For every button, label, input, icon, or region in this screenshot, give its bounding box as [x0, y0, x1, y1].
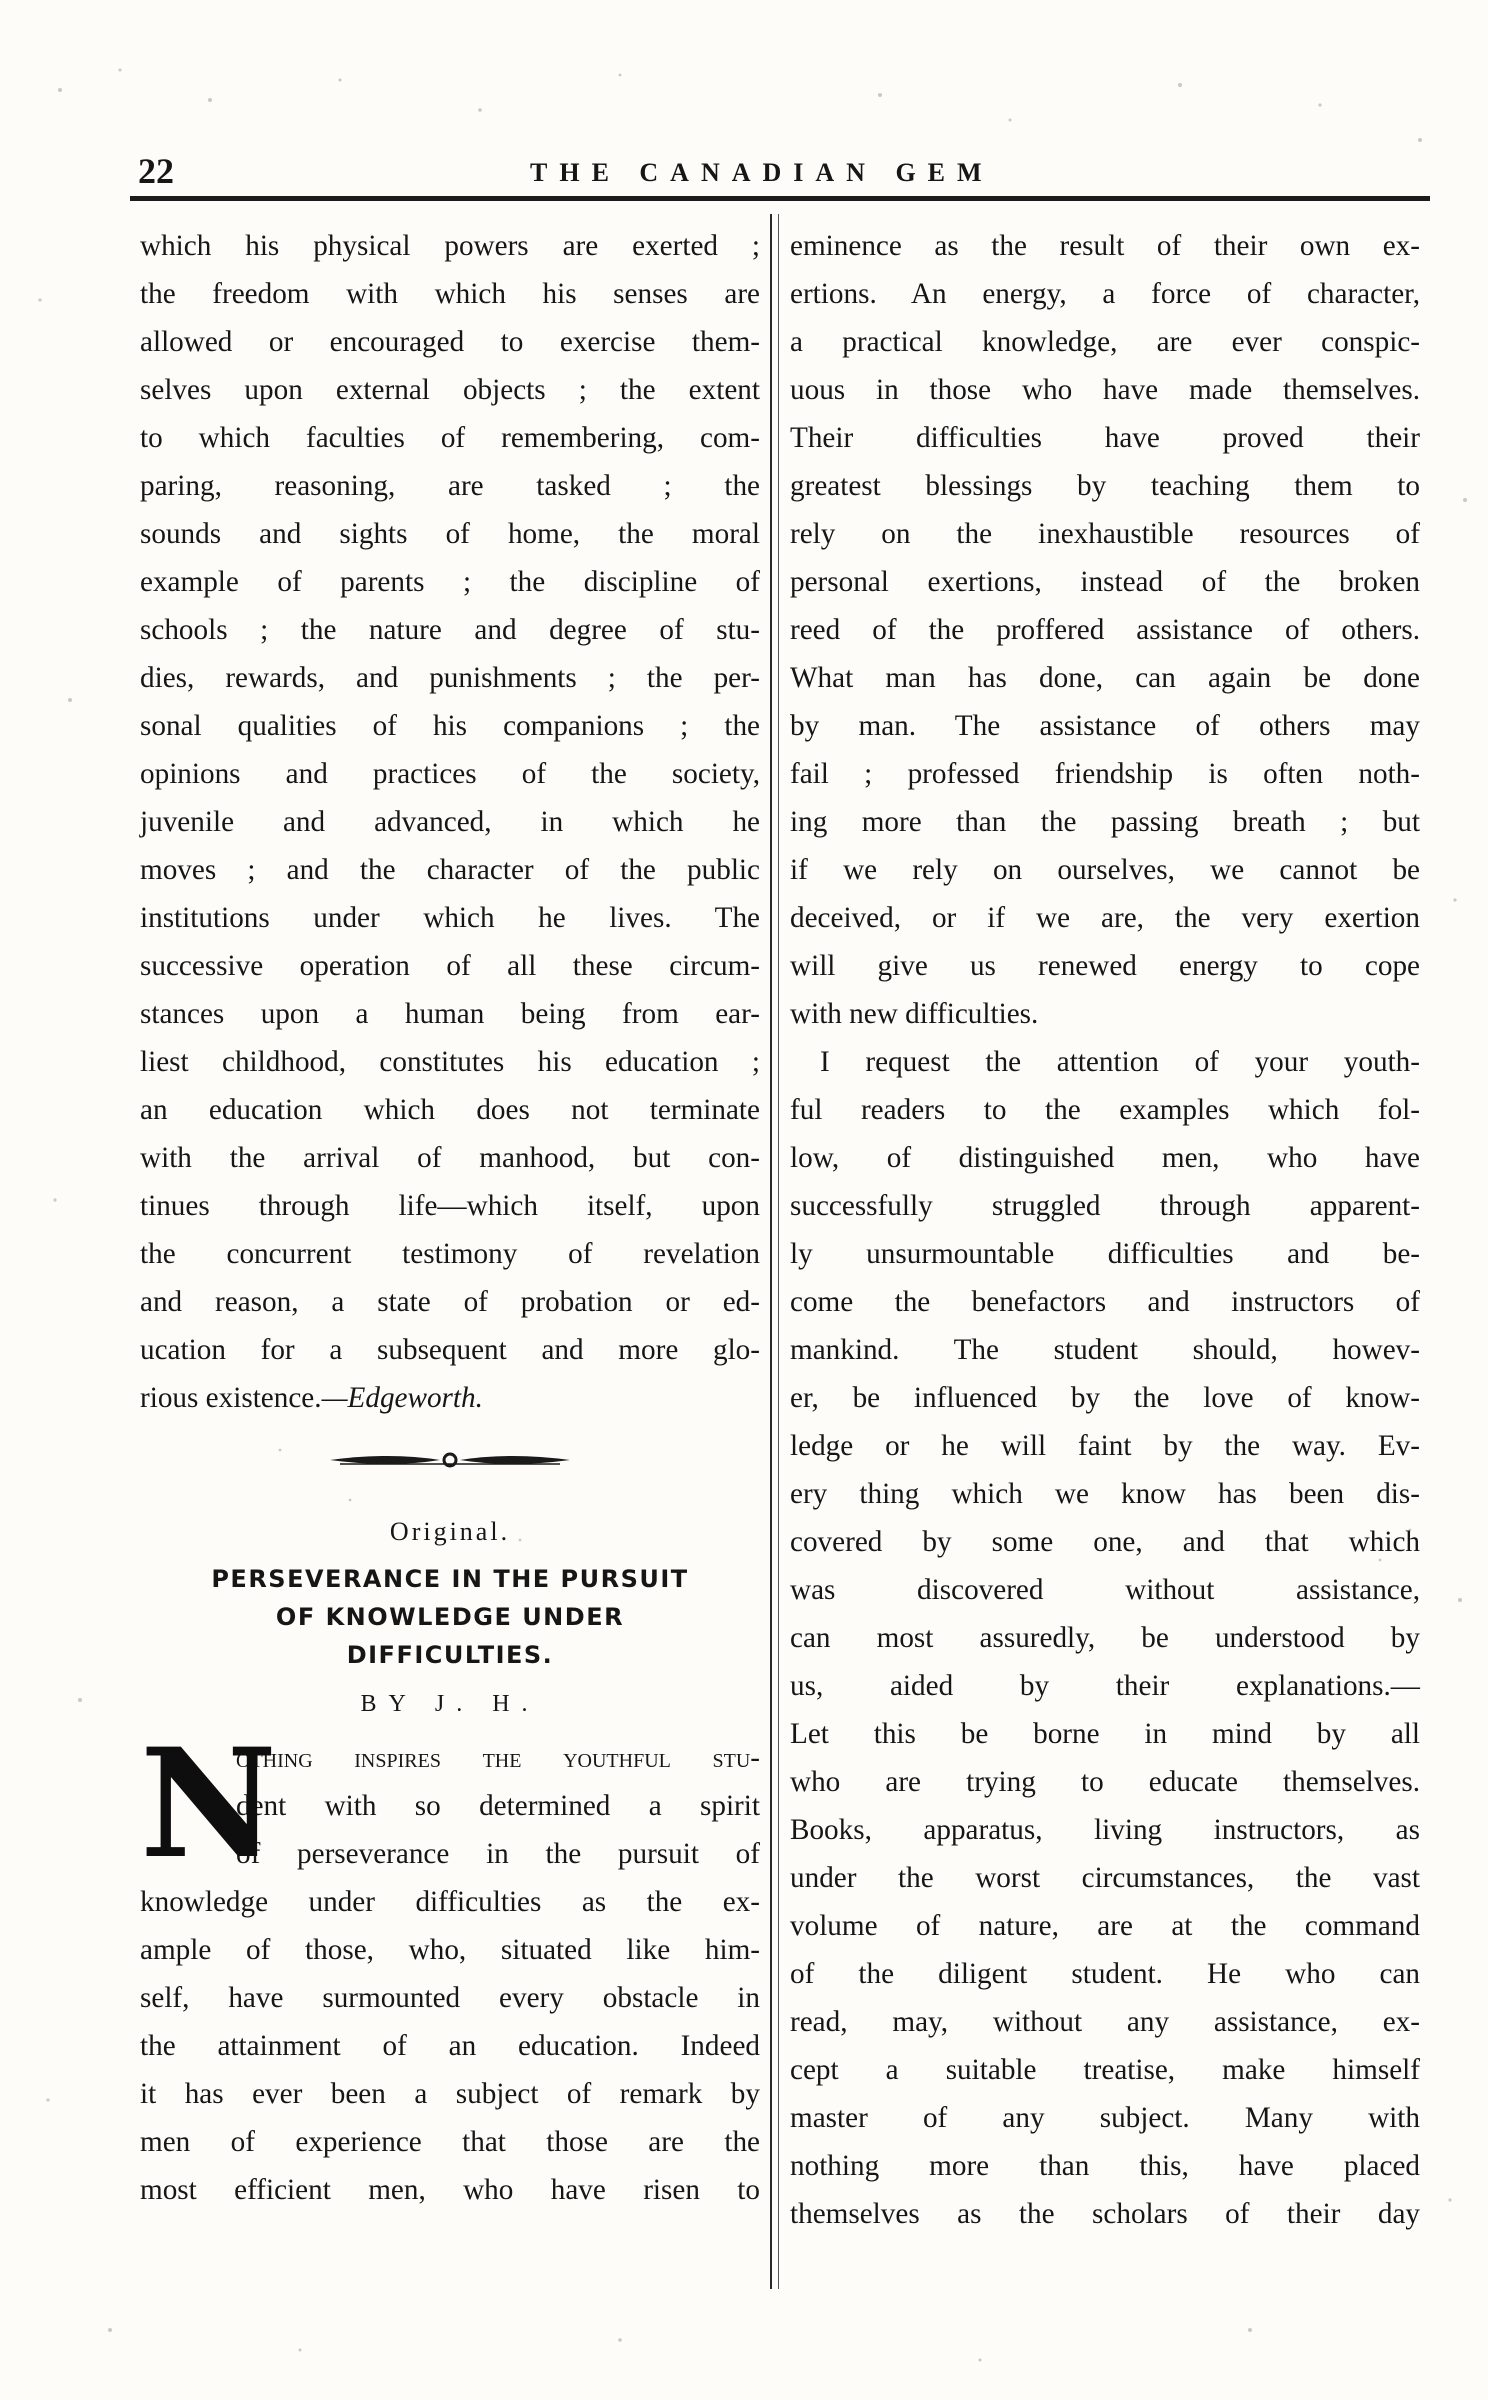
- article-title: [140, 1560, 760, 1674]
- header-rule: [130, 196, 1430, 201]
- text-line: low, of distinguished men, who have: [790, 1142, 1420, 1174]
- text-line: if we rely on ourselves, we cannot be: [790, 854, 1420, 886]
- text-line: a practical knowledge, are ever conspic-: [790, 326, 1420, 358]
- text-line: us, aided by their explanations.—: [790, 1670, 1420, 1702]
- text-line: Their difficulties have proved their: [790, 422, 1420, 454]
- text-line: sonal qualities of his companions ; the: [140, 710, 760, 742]
- text-line: themselves as the scholars of their day: [790, 2198, 1420, 2230]
- text-line: greatest blessings by teaching them to: [790, 470, 1420, 502]
- text-line: selves upon external objects ; the extent: [140, 374, 760, 406]
- text-line: deceived, or if we are, the very exertion: [790, 902, 1420, 934]
- text-line: with the arrival of manhood, but con-: [140, 1142, 760, 1174]
- text-line: was discovered without assistance,: [790, 1574, 1420, 1606]
- paragraph-continued: [790, 222, 1420, 1038]
- text-line: will give us renewed energy to cope: [790, 950, 1420, 982]
- text-line: to which faculties of remembering, com-: [140, 422, 760, 454]
- continuation-paragraph: [140, 222, 760, 1422]
- text-line: I request the attention of your youth-: [820, 1046, 1420, 1078]
- text-line: moves ; and the character of the public: [140, 854, 760, 886]
- text-line: the concurrent testimony of revelation: [140, 1238, 760, 1270]
- text-line: dies, rewards, and punishments ; the per-: [140, 662, 760, 694]
- text-line: covered by some one, and that which: [790, 1526, 1420, 1558]
- text-line: uous in those who have made themselves.: [790, 374, 1420, 406]
- text-line: eminence as the result of their own ex-: [790, 230, 1420, 262]
- text-line: sounds and sights of home, the moral: [140, 518, 760, 550]
- text-line: fail ; professed friendship is often noth-: [790, 758, 1420, 790]
- text-line: ample of those, who, situated like him-: [140, 1934, 760, 1966]
- text-line: dent with so determined a spirit: [236, 1790, 760, 1822]
- text-line: er, be influenced by the love of know-: [790, 1382, 1420, 1414]
- text-line: self, have surmounted every obstacle in: [140, 1982, 760, 2014]
- text-line: ly unsurmountable difficulties and be-: [790, 1238, 1420, 1270]
- text-line: read, may, without any assistance, ex-: [790, 2006, 1420, 2038]
- article-opening: [140, 1716, 760, 2214]
- column-divider: [770, 214, 772, 2289]
- text-line: juvenile and advanced, in which he: [140, 806, 760, 838]
- text-line: cept a suitable treatise, make himself: [790, 2054, 1420, 2086]
- left-column: [140, 222, 760, 2214]
- text-line: of the diligent student. He who can: [790, 1958, 1420, 1990]
- text-line: which his physical powers are exerted ;: [140, 230, 760, 262]
- text-line: of perseverance in the pursuit of: [236, 1838, 760, 1870]
- running-head: [130, 150, 1430, 194]
- text-line: ful readers to the examples which fol-: [790, 1094, 1420, 1126]
- text-line: it has ever been a subject of remark by: [140, 2078, 760, 2110]
- article-title-line: OF KNOWLEDGE UNDER: [275, 1603, 625, 1631]
- text-line: knowledge under difficulties as the ex-: [140, 1886, 760, 1918]
- text-line: allowed or encouraged to exercise them-: [140, 326, 760, 358]
- text-line: ery thing which we know has been dis-: [790, 1478, 1420, 1510]
- text-line: liest childhood, constitutes his education ;: [140, 1046, 760, 1078]
- text-line: example of parents ; the discipline of: [140, 566, 760, 598]
- article-title-line: DIFFICULTIES.: [346, 1641, 554, 1669]
- text-line: What man has done, can again be done: [790, 662, 1420, 694]
- text-line: rely on the inexhaustible resources of: [790, 518, 1420, 550]
- text-line: tinues through life—which itself, upon: [140, 1190, 760, 1222]
- text-line: who are trying to educate themselves.: [790, 1766, 1420, 1798]
- text-line: stances upon a human being from ear-: [140, 998, 760, 1030]
- text-line: ucation for a subsequent and more glo-: [140, 1334, 760, 1366]
- attribution: —Edgeworth.: [321, 1382, 483, 1414]
- text-line: master of any subject. Many with: [790, 2102, 1420, 2134]
- text-line: by man. The assistance of others may: [790, 710, 1420, 742]
- text-line: ledge or he will faint by the way. Ev-: [790, 1430, 1420, 1462]
- text-line: volume of nature, are at the command: [790, 1910, 1420, 1942]
- text-line: opinions and practices of the society,: [140, 758, 760, 790]
- text-line: nothing more than this, have placed: [790, 2150, 1420, 2182]
- text-line: Books, apparatus, living instructors, as: [790, 1814, 1420, 1846]
- journal-title: THE CANADIAN GEM: [530, 158, 994, 187]
- text-line: the attainment of an education. Indeed: [140, 2030, 760, 2062]
- text-line: the freedom with which his senses are: [140, 278, 760, 310]
- text-line: schools ; the nature and degree of stu-: [140, 614, 760, 646]
- byline: BY J. H.: [360, 1691, 540, 1717]
- text-line: can most assuredly, be understood by: [790, 1622, 1420, 1654]
- text-line: most efficient men, who have risen to: [140, 2174, 760, 2206]
- text-line: under the worst circumstances, the vast: [790, 1862, 1420, 1894]
- paragraph-request: [790, 1038, 1420, 2238]
- page-number: 22: [138, 151, 174, 191]
- text-line: Let this be borne in mind by all: [790, 1718, 1420, 1750]
- final-line-text: rious existence.: [140, 1382, 322, 1414]
- text-line: ing more than the passing breath ; but: [790, 806, 1420, 838]
- article-title-line: PERSEVERANCE IN THE PURSUIT: [211, 1565, 689, 1593]
- column-divider-inner: [778, 214, 779, 2289]
- text-line: paring, reasoning, are tasked ; the: [140, 470, 760, 502]
- section-ornament: [140, 1440, 760, 1480]
- text-line: with new difficulties.: [790, 998, 1039, 1030]
- right-column: [790, 222, 1420, 2238]
- text-line: come the benefactors and instructors of: [790, 1286, 1420, 1318]
- text-line: ertions. An energy, a force of character,: [790, 278, 1420, 310]
- final-line: [140, 1374, 760, 1422]
- text-line: and reason, a state of probation or ed-: [140, 1286, 760, 1318]
- original-label: Original.: [389, 1517, 511, 1546]
- text-line: successive operation of all these circum-: [140, 950, 760, 982]
- text-line: successfully struggled through apparent-: [790, 1190, 1420, 1222]
- drop-cap: N: [140, 1716, 278, 1892]
- text-line: men of experience that those are the: [140, 2126, 760, 2158]
- text-line: institutions under which he lives. The: [140, 902, 760, 934]
- text-line: reed of the proffered assistance of others.: [790, 614, 1420, 646]
- text-line: mankind. The student should, howev-: [790, 1334, 1420, 1366]
- text-line: an education which does not terminate: [140, 1094, 760, 1126]
- text-line: othing inspires the youthful stu-: [236, 1742, 760, 1774]
- text-line: personal exertions, instead of the broken: [790, 566, 1420, 598]
